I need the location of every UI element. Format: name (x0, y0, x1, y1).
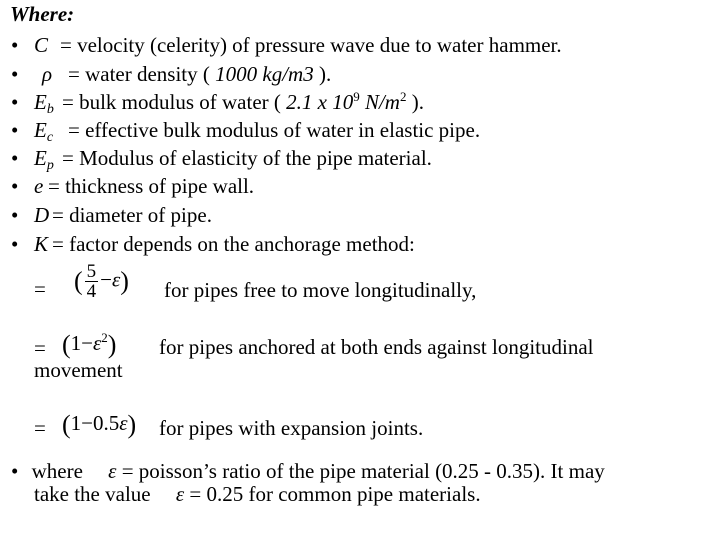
case-text-free: for pipes free to move longitudinally, (164, 278, 477, 302)
symbol-Ep: $E_p$ (34, 146, 54, 173)
list-item (0, 232, 700, 260)
case-text-anchored: for pipes anchored at both ends against longitudinal (159, 335, 594, 359)
list-item (0, 90, 700, 118)
desc-Eb: = bulk modulus of water ( 2.1 x $10^9$ $N/m^2$ ). (62, 89, 424, 114)
bullet: • (11, 203, 19, 227)
bullet: • (11, 459, 19, 483)
desc-Ec: = effective bulk modulus of water in elastic pipe. (68, 118, 481, 142)
note-line-2: take the value ε = 0.25 for common pipe materials. (34, 482, 481, 506)
bullet: • (11, 33, 19, 57)
case-text-expansion: for pipes with expansion joints. (159, 416, 424, 440)
case-text-anchored-cont: movement (34, 358, 123, 382)
list-item (0, 174, 700, 202)
note-line-1: • where ε = poisson’s ratio of the pipe material (0.25 - 0.35). It may (11, 459, 605, 483)
desc-D: = diameter of pipe. (52, 203, 212, 227)
case-equals: = (34, 336, 46, 360)
desc-rho: = water density ( 1000 kg/m3 ). (68, 62, 332, 86)
symbol-rho: ρ (42, 62, 53, 86)
symbol-Ec: $E_c$ (34, 118, 54, 145)
formula-expansion: (1−0.5ε) (62, 410, 137, 439)
list-item (0, 62, 700, 90)
symbol-Eb: $E_b$ (34, 90, 54, 117)
formula-anchored: $(1-\varepsilon^2)$ (62, 330, 117, 360)
desc-Ep: = Modulus of elasticity of the pipe material. (62, 146, 432, 170)
bullet: • (11, 90, 19, 114)
bullet: • (11, 146, 19, 170)
bullet: • (11, 118, 19, 142)
symbol-C: C (34, 33, 49, 57)
desc-C: = velocity (celerity) of pressure wave due to water hammer. (60, 33, 562, 57)
bullet: • (11, 174, 19, 198)
list-item (0, 203, 700, 231)
list-item (0, 33, 700, 61)
desc-e: = thickness of pipe wall. (48, 174, 255, 198)
list-item (0, 118, 700, 146)
symbol-D: D (34, 203, 50, 227)
bullet: • (11, 232, 19, 256)
formula-free: ( $\frac{5}{4}$ −ε) (74, 261, 129, 302)
symbol-e: e (34, 174, 44, 198)
symbol-K: K (34, 232, 49, 256)
desc-K: = factor depends on the anchorage method: (52, 232, 415, 256)
heading: Where: (10, 2, 75, 26)
bullet: • (11, 62, 19, 86)
case-equals: = (34, 277, 46, 301)
list-item (0, 146, 700, 174)
case-equals: = (34, 416, 46, 440)
